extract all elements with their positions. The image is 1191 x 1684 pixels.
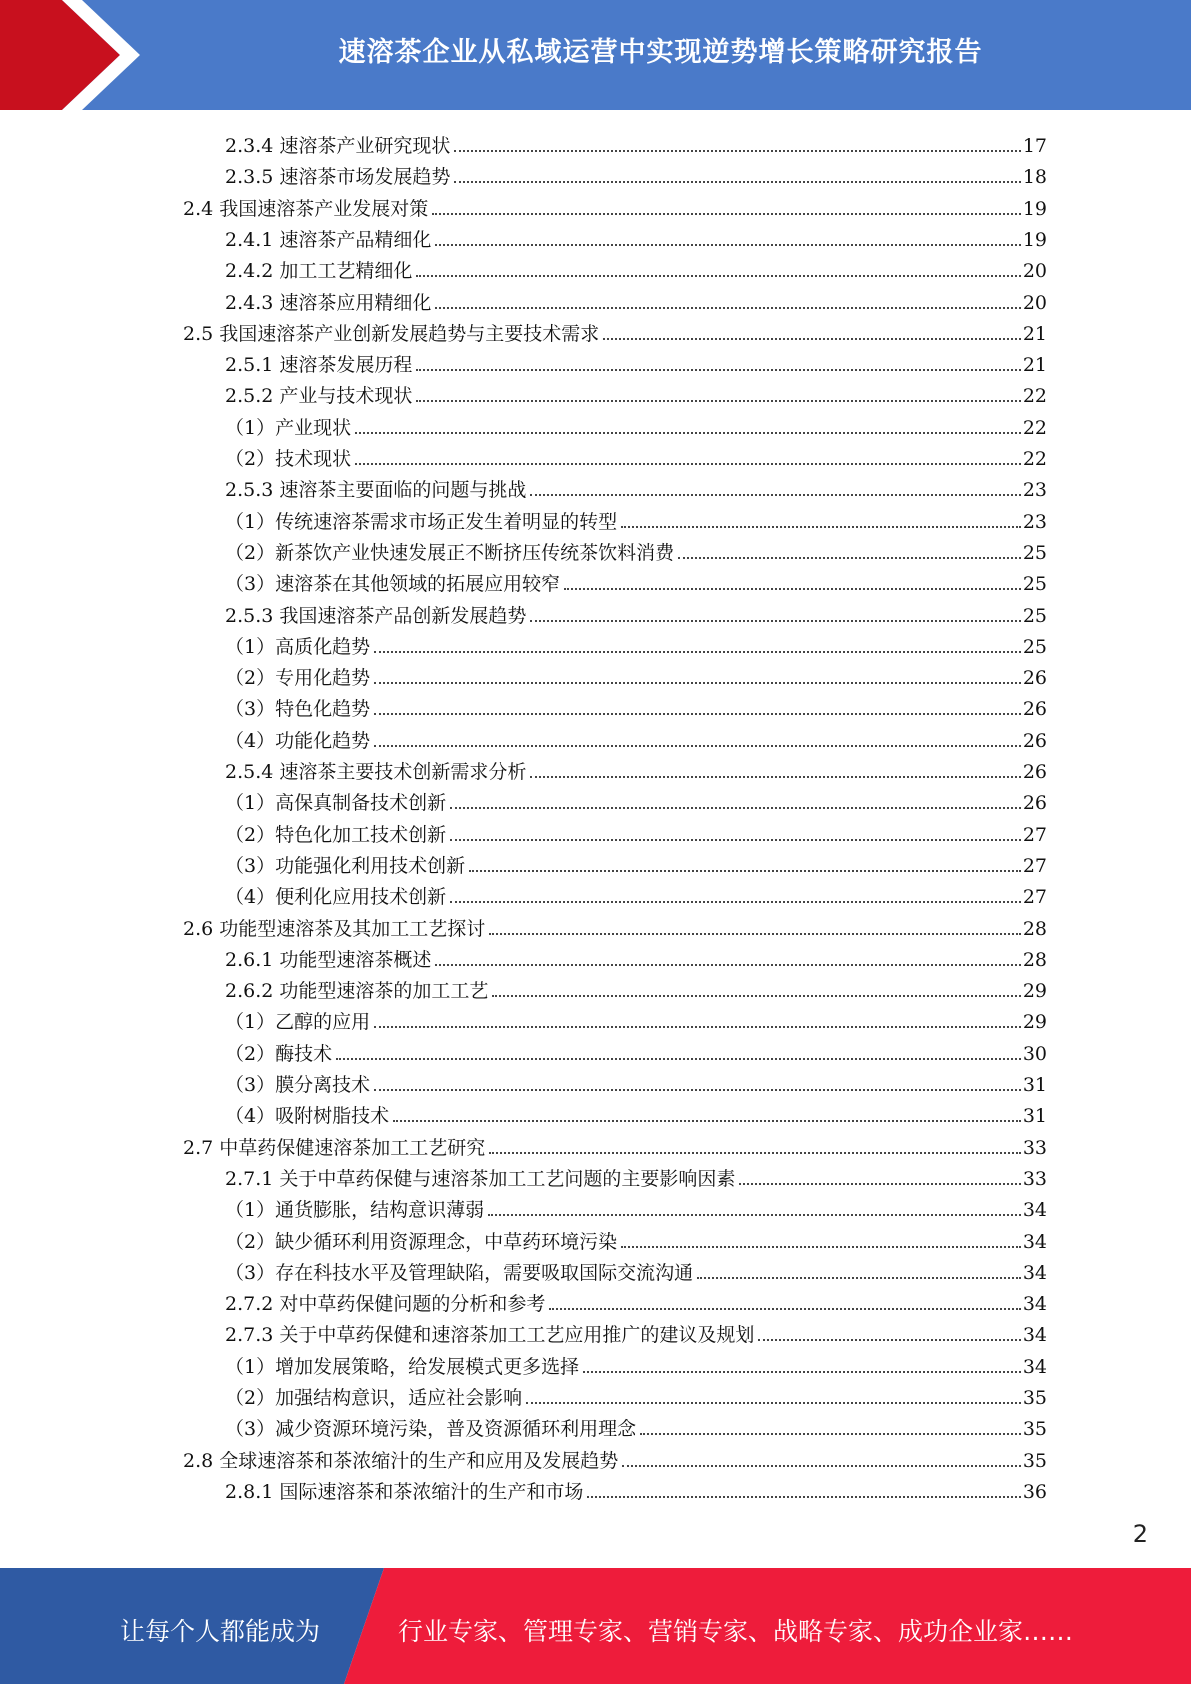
toc-entry-page: 33 bbox=[1022, 1167, 1047, 1190]
toc-entry-page: 35 bbox=[1022, 1418, 1047, 1441]
toc-dot-leader bbox=[374, 1089, 1021, 1091]
toc-entry-page: 33 bbox=[1022, 1136, 1047, 1159]
toc-entry-label: （2）加强结构意识，适应社会影响 bbox=[225, 1387, 523, 1409]
toc-entry-label: （2）缺少循环利用资源理念，中草药环境污染 bbox=[225, 1230, 618, 1253]
toc-dot-leader bbox=[374, 651, 1021, 653]
toc-entry-page: 27 bbox=[1022, 823, 1047, 846]
toc-entry-label: （1）增加发展策略，给发展模式更多选择 bbox=[225, 1355, 580, 1378]
toc-dot-leader bbox=[640, 1433, 1021, 1435]
toc-entry-page: 29 bbox=[1022, 980, 1047, 1003]
toc-dot-leader bbox=[450, 807, 1021, 809]
toc-entry[interactable] bbox=[225, 1349, 1047, 1379]
toc-dot-leader bbox=[336, 1058, 1021, 1060]
toc-dot-leader bbox=[621, 526, 1021, 528]
toc-dot-leader bbox=[450, 901, 1021, 903]
toc-entry-page: 19 bbox=[1022, 197, 1047, 220]
toc-entry[interactable] bbox=[225, 973, 1047, 1003]
toc-entry-label: 2.4 我国速溶茶产业发展对策 bbox=[183, 197, 429, 220]
toc-entry[interactable] bbox=[225, 1255, 1047, 1285]
toc-entry-page: 25 bbox=[1022, 541, 1047, 564]
toc-entry-page: 25 bbox=[1022, 635, 1047, 658]
toc-entry-label: （3）存在科技水平及管理缺陷，需要吸取国际交流沟通 bbox=[225, 1261, 694, 1284]
toc-entry-page: 29 bbox=[1022, 1011, 1047, 1034]
toc-entry-label: 2.5.3 速溶茶主要面临的问题与挑战 bbox=[225, 479, 527, 502]
toc-dot-leader bbox=[549, 1308, 1020, 1310]
toc-entry[interactable] bbox=[225, 629, 1047, 659]
toc-dot-leader bbox=[488, 1214, 1021, 1216]
toc-entry[interactable] bbox=[225, 1411, 1047, 1441]
toc-entry[interactable] bbox=[225, 723, 1047, 753]
toc-entry[interactable] bbox=[225, 1067, 1047, 1097]
toc-entry[interactable] bbox=[225, 566, 1047, 596]
toc-entry[interactable] bbox=[225, 1004, 1047, 1034]
toc-entry[interactable] bbox=[183, 1130, 1047, 1160]
toc-entry-label: （3）减少资源环境污染，普及资源循环利用理念 bbox=[225, 1418, 637, 1441]
toc-entry[interactable] bbox=[225, 598, 1047, 628]
toc-entry-page: 25 bbox=[1022, 604, 1047, 627]
toc-entry[interactable] bbox=[225, 128, 1047, 158]
toc-entry[interactable] bbox=[225, 1380, 1047, 1410]
toc-entry-label: 2.3.5 速溶茶市场发展趋势 bbox=[225, 166, 451, 189]
toc-dot-leader bbox=[739, 1183, 1020, 1185]
toc-entry-page: 28 bbox=[1022, 917, 1047, 940]
toc-entry-page: 28 bbox=[1022, 948, 1047, 971]
page-number: 2 bbox=[1132, 1520, 1148, 1548]
toc-entry[interactable] bbox=[225, 1317, 1047, 1347]
toc-entry-label: 2.5.1 速溶茶发展历程 bbox=[225, 354, 413, 377]
toc-entry-label: （3）膜分离技术 bbox=[225, 1074, 371, 1096]
toc-entry[interactable] bbox=[225, 159, 1047, 189]
toc-entry-label: （1）产业现状 bbox=[225, 416, 352, 439]
toc-entry-page: 19 bbox=[1022, 228, 1047, 251]
toc-entry-label: 2.7.3 关于中草药保健和速溶茶加工工艺应用推广的建议及规划 bbox=[225, 1324, 755, 1347]
toc-dot-leader bbox=[374, 682, 1021, 684]
toc-entry-label: （2）酶技术 bbox=[225, 1042, 333, 1065]
toc-entry-page: 26 bbox=[1022, 729, 1047, 752]
toc-entry-page: 34 bbox=[1022, 1261, 1047, 1284]
toc-entry-label: （4）功能化趋势 bbox=[225, 729, 371, 752]
toc-dot-leader bbox=[435, 307, 1020, 309]
toc-entry[interactable] bbox=[225, 754, 1047, 784]
toc-entry-page: 34 bbox=[1022, 1293, 1047, 1316]
toc-entry-label: （2）新茶饮产业快速发展正不断挤压传统茶饮料消费 bbox=[225, 541, 675, 564]
toc-entry-label: （4）便利化应用技术创新 bbox=[225, 886, 447, 909]
toc-entry-page: 30 bbox=[1022, 1042, 1047, 1065]
toc-entry-page: 21 bbox=[1022, 354, 1047, 377]
toc-entry-page: 34 bbox=[1022, 1324, 1047, 1347]
toc-dot-leader bbox=[526, 1402, 1021, 1404]
toc-entry-page: 27 bbox=[1022, 854, 1047, 877]
page-footer bbox=[0, 1568, 1191, 1684]
toc-entry-page: 22 bbox=[1022, 385, 1047, 408]
toc-dot-leader bbox=[355, 463, 1021, 465]
toc-dot-leader bbox=[435, 964, 1020, 966]
toc-entry-page: 20 bbox=[1022, 260, 1047, 283]
toc-entry-label: （1）乙醇的应用 bbox=[225, 1011, 371, 1034]
toc-entry[interactable] bbox=[225, 691, 1047, 721]
toc-entry-label: 2.4.1 速溶茶产品精细化 bbox=[225, 228, 432, 251]
toc-entry-label: 2.5.2 产业与技术现状 bbox=[225, 385, 413, 408]
toc-entry[interactable] bbox=[225, 410, 1047, 440]
toc-entry[interactable] bbox=[225, 1036, 1047, 1066]
toc-entry-page: 35 bbox=[1022, 1449, 1047, 1472]
toc-entry[interactable] bbox=[183, 1443, 1047, 1473]
toc-dot-leader bbox=[621, 1246, 1021, 1248]
toc-entry-label: 2.5.4 速溶茶主要技术创新需求分析 bbox=[225, 761, 527, 783]
toc-dot-leader bbox=[530, 620, 1020, 622]
toc-entry[interactable] bbox=[183, 911, 1047, 941]
toc-dot-leader bbox=[530, 494, 1020, 496]
toc-entry-page: 34 bbox=[1022, 1355, 1047, 1378]
toc-entry-label: （1）高保真制备技术创新 bbox=[225, 792, 447, 815]
toc-dot-leader bbox=[469, 870, 1021, 872]
toc-entry-label: （3）特色化趋势 bbox=[225, 698, 371, 721]
toc-dot-leader bbox=[432, 213, 1021, 215]
toc-entry-page: 23 bbox=[1022, 479, 1047, 502]
toc-entry-page: 25 bbox=[1022, 573, 1047, 596]
toc-entry-page: 17 bbox=[1022, 135, 1047, 157]
toc-entry-page: 31 bbox=[1022, 1105, 1047, 1128]
toc-entry-label: 2.5.3 我国速溶茶产品创新发展趋势 bbox=[225, 604, 527, 627]
toc-entry-label: （1）传统速溶茶需求市场正发生着明显的转型 bbox=[225, 510, 618, 533]
toc-entry-page: 26 bbox=[1022, 698, 1047, 721]
toc-dot-leader bbox=[416, 369, 1020, 371]
toc-entry-label: 2.8.1 国际速溶茶和茶浓缩汁的生产和市场 bbox=[225, 1480, 584, 1503]
toc-dot-leader bbox=[393, 1120, 1021, 1122]
toc-dot-leader bbox=[530, 776, 1020, 778]
toc-entry-page: 34 bbox=[1022, 1230, 1047, 1253]
toc-entry[interactable] bbox=[183, 191, 1047, 221]
toc-entry-label: 2.8 全球速溶茶和茶浓缩汁的生产和应用及发展趋势 bbox=[183, 1449, 619, 1472]
page-header bbox=[0, 0, 1191, 110]
toc-entry-page: 22 bbox=[1022, 416, 1047, 439]
toc-entry[interactable] bbox=[225, 817, 1047, 847]
toc-entry-page: 36 bbox=[1022, 1480, 1047, 1503]
toc-entry-page: 18 bbox=[1022, 166, 1047, 189]
toc-entry[interactable] bbox=[225, 535, 1047, 565]
toc-dot-leader bbox=[374, 745, 1021, 747]
toc-dot-leader bbox=[587, 1496, 1020, 1498]
toc-entry[interactable] bbox=[225, 848, 1047, 878]
toc-entry-label: 2.6.2 功能型速溶茶的加工工艺 bbox=[225, 980, 489, 1003]
toc-entry[interactable] bbox=[225, 942, 1047, 972]
toc-entry-page: 35 bbox=[1022, 1387, 1047, 1409]
toc-entry[interactable] bbox=[183, 316, 1047, 346]
toc-entry[interactable] bbox=[225, 285, 1047, 315]
toc-entry-label: 2.4.2 加工工艺精细化 bbox=[225, 260, 413, 283]
toc-entry-label: 2.4.3 速溶茶应用精细化 bbox=[225, 291, 432, 314]
footer-slogan-left: 让每个人都能成为 bbox=[120, 1617, 321, 1646]
toc-entry[interactable] bbox=[225, 472, 1047, 502]
toc-dot-leader bbox=[603, 338, 1021, 340]
toc-entry-label: 2.7.2 对中草药保健问题的分析和参考 bbox=[225, 1293, 546, 1316]
toc-entry[interactable] bbox=[225, 504, 1047, 534]
toc-dot-leader bbox=[454, 181, 1020, 183]
toc-entry[interactable] bbox=[225, 441, 1047, 471]
toc-entry[interactable] bbox=[225, 253, 1047, 283]
toc-entry-page: 26 bbox=[1022, 792, 1047, 815]
toc-entry-page: 26 bbox=[1022, 667, 1047, 690]
toc-dot-leader bbox=[492, 995, 1020, 997]
toc-entry[interactable] bbox=[225, 1474, 1047, 1504]
footer-slogan-right: 行业专家、管理专家、营销专家、战略专家、成功企业家…… bbox=[398, 1617, 1074, 1646]
toc-entry-label: （2）专用化趋势 bbox=[225, 667, 371, 690]
toc-entry-label: （3）速溶茶在其他领域的拓展应用较窄 bbox=[225, 573, 561, 596]
toc-dot-leader bbox=[489, 1152, 1021, 1154]
toc-entry-page: 22 bbox=[1022, 448, 1047, 470]
toc-entry[interactable] bbox=[225, 347, 1047, 377]
toc-dot-leader bbox=[489, 933, 1021, 935]
toc-entry[interactable] bbox=[225, 1286, 1047, 1316]
toc-entry[interactable] bbox=[225, 879, 1047, 909]
toc-dot-leader bbox=[435, 244, 1020, 246]
toc-entry-label: 2.7 中草药保健速溶茶加工工艺研究 bbox=[183, 1136, 486, 1159]
toc-entry-page: 26 bbox=[1022, 761, 1047, 783]
toc-dot-leader bbox=[758, 1339, 1020, 1341]
toc-entry-page: 27 bbox=[1022, 886, 1047, 909]
toc-dot-leader bbox=[583, 1371, 1021, 1373]
toc-dot-leader bbox=[416, 275, 1020, 277]
toc-entry-label: 2.6 功能型速溶茶及其加工工艺探讨 bbox=[183, 917, 486, 940]
toc-entry[interactable] bbox=[225, 1192, 1047, 1222]
toc-entry[interactable] bbox=[225, 1098, 1047, 1128]
toc-entry-label: （1）高质化趋势 bbox=[225, 635, 371, 658]
toc-entry[interactable] bbox=[225, 660, 1047, 690]
toc-dot-leader bbox=[416, 400, 1020, 402]
toc-entry-label: 2.6.1 功能型速溶茶概述 bbox=[225, 948, 432, 971]
toc-entry[interactable] bbox=[225, 785, 1047, 815]
toc-entry-label: （3）功能强化利用技术创新 bbox=[225, 854, 466, 877]
toc-entry-label: 2.3.4 速溶茶产业研究现状 bbox=[225, 135, 451, 157]
report-title: 速溶茶企业从私域运营中实现逆势增长策略研究报告 bbox=[338, 37, 983, 68]
toc-entry-label: （2）技术现状 bbox=[225, 448, 352, 470]
toc-dot-leader bbox=[622, 1465, 1021, 1467]
toc-entry-page: 31 bbox=[1022, 1074, 1047, 1096]
toc-entry-page: 34 bbox=[1022, 1199, 1047, 1222]
toc-entry-label: 2.7.1 关于中草药保健与速溶茶加工工艺问题的主要影响因素 bbox=[225, 1167, 736, 1190]
toc-entry-label: 2.5 我国速溶茶产业创新发展趋势与主要技术需求 bbox=[183, 322, 600, 345]
toc-entry-page: 23 bbox=[1022, 510, 1047, 533]
toc-entry-page: 21 bbox=[1022, 322, 1047, 345]
toc-entry[interactable] bbox=[225, 378, 1047, 408]
toc-dot-leader bbox=[564, 588, 1021, 590]
toc-dot-leader bbox=[454, 150, 1020, 152]
toc-entry[interactable] bbox=[225, 222, 1047, 252]
toc-entry[interactable] bbox=[225, 1161, 1047, 1191]
toc-dot-leader bbox=[374, 713, 1021, 715]
toc-entry-page: 20 bbox=[1022, 291, 1047, 314]
toc-dot-leader bbox=[355, 432, 1021, 434]
toc-dot-leader bbox=[450, 839, 1021, 841]
toc-entry[interactable] bbox=[225, 1224, 1047, 1254]
toc-dot-leader bbox=[697, 1277, 1021, 1279]
toc-dot-leader bbox=[374, 1026, 1021, 1028]
toc-entry-label: （4）吸附树脂技术 bbox=[225, 1105, 390, 1128]
toc-dot-leader bbox=[678, 557, 1021, 559]
toc-entry-label: （1）通货膨胀，结构意识薄弱 bbox=[225, 1199, 485, 1222]
toc-entry-label: （2）特色化加工技术创新 bbox=[225, 823, 447, 846]
